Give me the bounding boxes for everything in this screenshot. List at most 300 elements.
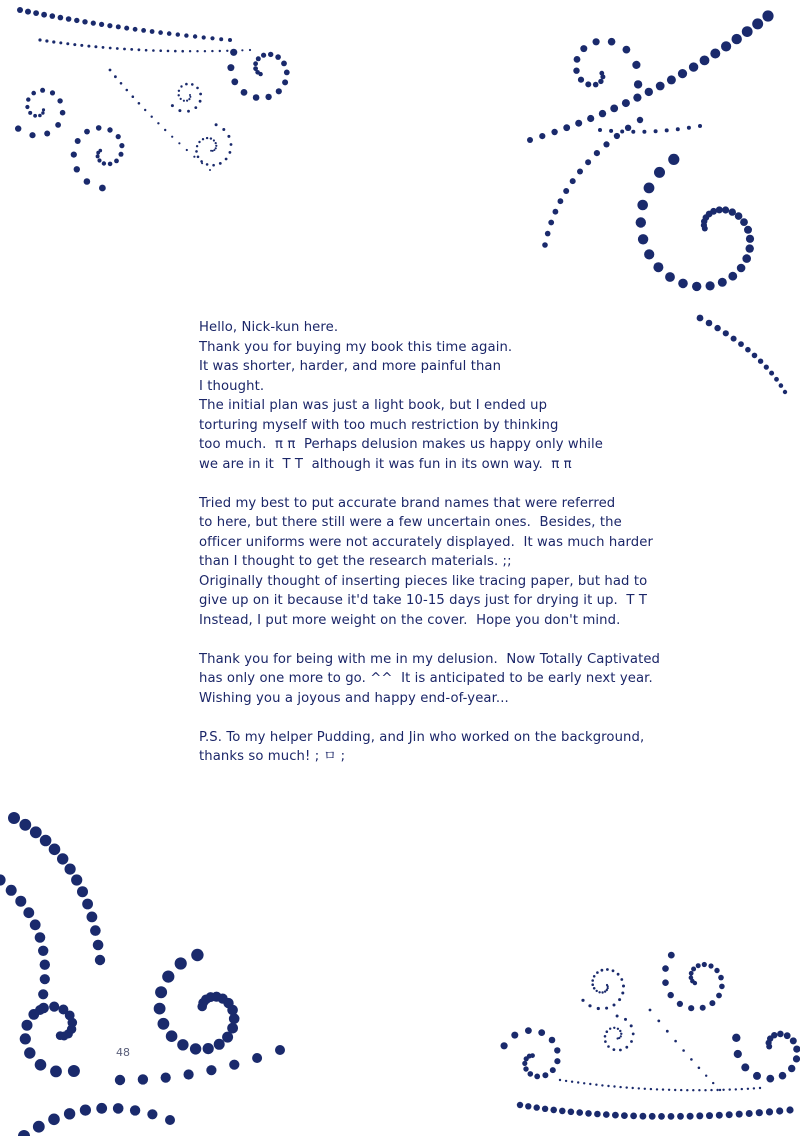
decorative-dot <box>716 206 723 213</box>
decorative-dot <box>19 819 31 831</box>
decorative-dot <box>696 1112 703 1119</box>
decorative-dot <box>668 1089 670 1091</box>
decorative-dot <box>124 26 129 31</box>
decorative-dot <box>265 94 271 100</box>
decorative-dot <box>18 1130 30 1136</box>
decorative-dot <box>624 1018 627 1021</box>
decorative-dot <box>613 1027 615 1029</box>
decorative-dot <box>87 45 90 48</box>
decorative-dot <box>689 975 694 980</box>
decorative-dot <box>157 122 159 124</box>
decorative-dot <box>740 218 748 226</box>
decorative-dot <box>199 93 202 96</box>
decorative-dot <box>52 40 55 43</box>
decorative-dot <box>38 38 41 41</box>
text-line: Thank you for being with me in my delusion. Now Totally Captivated <box>199 651 661 667</box>
decorative-dot <box>688 1005 694 1011</box>
author-afterword-letter <box>199 318 719 786</box>
decorative-dot <box>601 1084 603 1086</box>
decorative-dot <box>793 1046 800 1053</box>
decorative-dot <box>596 990 598 992</box>
decorative-dot <box>184 1069 194 1079</box>
decorative-dot <box>200 160 203 163</box>
decorative-dot <box>91 21 96 26</box>
decorative-dot <box>581 999 584 1002</box>
decorative-dot <box>109 69 112 72</box>
decorative-dot <box>276 88 282 94</box>
decorative-dot <box>253 94 260 101</box>
decorative-dot <box>577 169 583 175</box>
decorative-dot <box>186 100 188 102</box>
decorative-dot <box>585 159 591 165</box>
decorative-dot <box>653 262 663 272</box>
decorative-dot <box>573 68 579 74</box>
decorative-dot <box>640 1113 647 1120</box>
decorative-dot <box>77 886 88 897</box>
decorative-dot <box>261 53 266 58</box>
decorative-dot <box>219 37 223 41</box>
decorative-dot <box>29 132 35 138</box>
decorative-dot <box>678 279 688 289</box>
decorative-dot <box>517 1102 523 1108</box>
decorative-dot <box>193 156 195 158</box>
decorative-dot <box>113 1103 124 1114</box>
decorative-dot <box>716 993 722 999</box>
decorative-dot <box>154 1003 166 1015</box>
decorative-dot <box>33 114 37 118</box>
decorative-dot <box>178 90 180 92</box>
decorative-dot <box>71 152 77 158</box>
decorative-dot <box>656 82 665 91</box>
decorative-dot <box>228 38 232 42</box>
decorative-dot <box>677 1113 684 1120</box>
decorative-dot <box>587 115 594 122</box>
decorative-dot <box>689 971 694 976</box>
decorative-dot <box>71 874 82 885</box>
decorative-dot <box>109 47 112 50</box>
decorative-dot <box>195 150 198 153</box>
decorative-dot <box>783 390 787 394</box>
decorative-dot <box>64 1108 75 1119</box>
decorative-dot <box>8 812 20 824</box>
decorative-dot <box>183 100 185 102</box>
decorative-dot <box>227 64 234 71</box>
decorative-dot <box>779 383 784 388</box>
page-number: 48 <box>116 1046 130 1059</box>
decorative-dot <box>102 161 106 165</box>
decorative-dot <box>735 1088 737 1090</box>
decorative-dot <box>687 1113 694 1120</box>
decorative-dot <box>196 145 198 147</box>
decorative-dot <box>534 1074 540 1080</box>
decorative-dot <box>178 142 180 144</box>
decorative-dot <box>186 149 188 151</box>
decorative-dot <box>667 75 676 84</box>
decorative-dot <box>657 1020 660 1023</box>
decorative-dot <box>196 50 198 52</box>
decorative-dot <box>766 1108 773 1115</box>
decorative-dot <box>729 208 736 215</box>
decorative-dot <box>191 949 203 961</box>
decorative-dot <box>252 1053 262 1063</box>
decorative-dot <box>40 974 50 984</box>
decorative-dot <box>722 1089 724 1091</box>
decorative-dot <box>630 1024 633 1027</box>
decorative-dot <box>604 1040 607 1043</box>
decorative-dot <box>632 1087 634 1089</box>
decorative-dot <box>145 49 148 52</box>
text-line: has only one more to go. ^^ It is anticipated to be early next year. <box>199 671 653 686</box>
decorative-dot <box>593 38 600 45</box>
decorative-dot <box>548 220 554 226</box>
text-line: than I thought to get the research materials. ;; <box>199 554 512 569</box>
decorative-dot <box>161 1073 171 1083</box>
decorative-dot <box>126 89 129 92</box>
text-line: The initial plan was just a light book, but I ended up <box>199 398 548 413</box>
decorative-dot <box>599 110 606 117</box>
decorative-dot <box>45 39 48 42</box>
decorative-dot <box>593 82 599 88</box>
decorative-dot <box>90 925 101 936</box>
decorative-dot <box>539 133 545 139</box>
decorative-dot <box>637 117 643 123</box>
decorative-dot <box>565 1080 567 1082</box>
decorative-dot <box>197 156 200 159</box>
decorative-dot <box>614 133 620 139</box>
decorative-dot <box>25 9 31 15</box>
decorative-dot <box>610 105 618 113</box>
decorative-dot <box>144 109 146 111</box>
decorative-dot <box>28 111 32 115</box>
decorative-dot <box>234 50 236 52</box>
decorative-dot <box>151 116 153 118</box>
decorative-dot <box>44 131 50 137</box>
decorative-dot <box>66 16 72 22</box>
decorative-dot <box>87 912 98 923</box>
decorative-dot <box>620 1035 622 1037</box>
decorative-dot <box>204 50 206 52</box>
decorative-dot <box>6 885 17 896</box>
decorative-dot <box>601 991 603 993</box>
decorative-dot <box>524 1056 529 1061</box>
decorative-dot <box>738 341 744 347</box>
decorative-dot <box>753 1072 761 1080</box>
decorative-dot <box>682 1049 685 1052</box>
decorative-dot <box>668 952 675 959</box>
decorative-dot <box>612 1112 619 1119</box>
paragraph-2 <box>199 494 719 631</box>
decorative-dot <box>622 99 630 107</box>
decorative-dot <box>718 975 724 981</box>
text-line: It was shorter, harder, and more painful than <box>199 359 502 374</box>
decorative-dot <box>706 281 715 290</box>
text-line: Wishing you a joyous and happy end-of-year... <box>199 690 509 706</box>
decorative-dot <box>650 1088 652 1090</box>
decorative-dot <box>608 38 616 46</box>
decorative-dot <box>649 1009 652 1012</box>
decorative-dot <box>241 49 243 51</box>
decorative-dot <box>617 973 620 976</box>
decorative-dot <box>747 1088 749 1090</box>
decorative-dot <box>692 282 701 291</box>
decorative-dot <box>776 1107 783 1114</box>
decorative-dot <box>710 1089 712 1091</box>
decorative-dot <box>700 56 710 66</box>
decorative-dot <box>633 94 641 102</box>
decorative-dot <box>201 162 203 164</box>
decorative-dot <box>621 992 624 995</box>
decorative-dot <box>662 1088 664 1090</box>
decorative-dot <box>80 1105 91 1116</box>
decorative-dot <box>102 46 105 49</box>
decorative-dot <box>0 874 6 885</box>
decorative-dot <box>527 137 533 143</box>
decorative-dot <box>577 1081 579 1083</box>
decorative-dot <box>609 129 613 133</box>
decorative-dot <box>574 56 581 63</box>
text-line: Originally thought of inserting pieces like tracing paper, but had to <box>199 573 648 589</box>
decorative-dot <box>712 1082 714 1084</box>
decorative-dot <box>578 77 584 83</box>
decorative-dot <box>162 971 174 983</box>
decorative-dot <box>593 975 596 978</box>
decorative-dot <box>222 128 225 131</box>
decorative-dot <box>97 158 101 162</box>
decorative-dot <box>634 80 642 88</box>
text-line: Tried my best to put accurate brand names that were referred <box>199 495 616 511</box>
decorative-dot <box>38 946 48 956</box>
decorative-dot <box>620 130 624 134</box>
decorative-dot <box>729 1088 731 1090</box>
decorative-dot <box>613 1004 616 1007</box>
decorative-dot <box>700 1005 706 1011</box>
decorative-dot <box>638 1087 640 1089</box>
decorative-dot <box>553 209 559 215</box>
decorative-dot <box>549 1037 556 1044</box>
decorative-dot <box>116 47 119 50</box>
decorative-dot <box>49 844 61 856</box>
decorative-dot <box>559 1108 566 1115</box>
decorative-dot <box>619 1049 622 1052</box>
decorative-dot <box>57 98 62 103</box>
decorative-dot <box>714 968 719 973</box>
decorative-dot <box>84 178 91 185</box>
text-line: I thought. <box>199 378 265 394</box>
decorative-dot <box>702 962 707 967</box>
decorative-dot <box>623 46 631 54</box>
decorative-dot <box>120 82 123 85</box>
decorative-dot <box>732 34 742 44</box>
decorative-dot <box>74 166 80 172</box>
decorative-dot <box>668 154 679 165</box>
decorative-dot <box>591 983 594 986</box>
decorative-dot <box>189 96 191 98</box>
decorative-dot <box>606 968 609 971</box>
decorative-dot <box>742 254 751 263</box>
decorative-dot <box>607 1085 609 1087</box>
decorative-dot <box>152 49 155 52</box>
decorative-dot <box>275 1045 285 1055</box>
decorative-dot <box>193 34 197 38</box>
text-line: too much. π π Perhaps delusion makes us happy only while <box>199 437 603 452</box>
decorative-dot <box>570 178 576 184</box>
text-line: Instead, I put more weight on the cover. Hope you don't mind. <box>199 612 621 628</box>
decorative-dot <box>99 22 104 27</box>
decorative-dot <box>617 1028 619 1030</box>
decorative-dot <box>17 7 23 13</box>
decorative-dot <box>603 141 609 147</box>
decorative-dot <box>622 985 625 988</box>
decorative-dot <box>165 1115 175 1125</box>
decorative-dot <box>191 83 194 86</box>
decorative-dot <box>585 1110 592 1117</box>
decorative-dot <box>591 979 594 982</box>
decorative-dot <box>167 31 172 36</box>
decorative-dot <box>74 18 79 23</box>
decorative-dot <box>38 114 42 118</box>
decorative-dot <box>211 50 213 52</box>
decorative-dot <box>583 1082 585 1084</box>
decorative-dot <box>575 120 582 127</box>
decorative-dot <box>20 1033 31 1044</box>
decorative-dot <box>571 1081 573 1083</box>
decorative-dot <box>215 145 217 147</box>
decorative-dot <box>68 1065 80 1077</box>
decorative-dot <box>41 111 44 114</box>
decorative-dot <box>625 1046 628 1049</box>
decorative-dot <box>658 1113 665 1120</box>
decorative-dot <box>203 1043 214 1054</box>
decorative-dot <box>722 206 729 213</box>
decorative-dot <box>96 151 100 155</box>
decorative-dot <box>253 61 258 66</box>
decorative-dot <box>542 1106 548 1112</box>
decorative-dot <box>158 1018 170 1030</box>
decorative-dot <box>619 1030 621 1032</box>
decorative-dot <box>60 110 66 116</box>
text-line: to here, but there still were a few uncertain ones. Besides, the <box>199 515 622 530</box>
postscript <box>199 728 719 767</box>
decorative-dot <box>698 124 702 128</box>
decorative-dot <box>184 33 188 37</box>
decorative-dot <box>58 15 64 21</box>
decorative-dot <box>226 50 228 52</box>
decorative-dot <box>784 1032 791 1039</box>
decorative-dot <box>758 359 763 364</box>
decorative-dot <box>215 123 218 126</box>
decorative-dot <box>58 1005 68 1015</box>
decorative-dot <box>589 1083 591 1085</box>
decorative-dot <box>198 141 200 143</box>
decorative-dot <box>764 365 769 370</box>
decorative-dot <box>57 853 68 864</box>
decorative-dot <box>82 899 93 910</box>
decorative-dot <box>654 129 658 133</box>
decorative-dot <box>604 990 606 992</box>
decorative-dot <box>525 1027 532 1034</box>
decorative-dot <box>626 1086 628 1088</box>
decorative-dot <box>150 29 155 34</box>
decorative-dot <box>636 217 646 227</box>
decorative-dot <box>704 1089 706 1091</box>
decorative-dot <box>133 27 138 32</box>
decorative-dot <box>726 1111 733 1118</box>
decorative-dot <box>630 1113 637 1120</box>
decorative-dot <box>698 1089 700 1091</box>
decorative-dot <box>93 940 104 951</box>
decorative-dot <box>222 1032 233 1043</box>
decorative-dot <box>199 100 202 103</box>
decorative-dot <box>762 10 773 21</box>
decorative-dot <box>709 1000 715 1006</box>
decorative-dot <box>668 992 674 998</box>
decorative-dot <box>689 62 698 71</box>
decorative-dot <box>662 965 669 972</box>
decorative-dot <box>678 69 687 78</box>
decorative-dot <box>215 142 217 144</box>
decorative-dot <box>108 162 113 167</box>
decorative-dot <box>210 36 214 40</box>
decorative-dot <box>662 979 669 986</box>
decorative-dot <box>180 85 182 87</box>
text-line: torturing myself with too much restriction by thinking <box>199 417 559 433</box>
decorative-dot <box>40 835 52 847</box>
decorative-dot <box>138 1074 148 1084</box>
decorative-dot <box>99 185 106 192</box>
text-line: officer uniforms were not accurately displayed. It was much harder <box>199 534 654 550</box>
decorative-dot <box>229 1013 240 1024</box>
decorative-dot <box>231 78 238 85</box>
decorative-dot <box>728 272 737 281</box>
decorative-dot <box>620 978 623 981</box>
decorative-dot <box>132 95 135 98</box>
decorative-dot <box>225 158 228 161</box>
decorative-dot <box>598 128 602 132</box>
decorative-dot <box>284 70 290 76</box>
decorative-dot <box>632 1033 635 1036</box>
decorative-dot <box>96 154 100 158</box>
decorative-dot <box>612 969 615 972</box>
decorative-dot <box>268 52 273 57</box>
decorative-dot <box>568 1109 575 1116</box>
decorative-dot <box>82 19 87 24</box>
decorative-dot <box>742 26 753 37</box>
decorative-dot <box>30 919 41 930</box>
decorative-dot <box>620 1033 622 1035</box>
decorative-dot <box>735 212 743 220</box>
decorative-dot <box>525 1103 531 1109</box>
decorative-dot <box>542 1072 548 1078</box>
decorative-dot <box>554 1058 560 1064</box>
decorative-dot <box>563 188 569 194</box>
decorative-dot <box>164 129 166 131</box>
decorative-dot <box>25 105 29 109</box>
decorative-dot <box>710 49 720 59</box>
decorative-dot <box>793 1055 800 1062</box>
decorative-dot <box>26 97 30 101</box>
decorative-dot <box>130 48 133 51</box>
decorative-dot <box>229 1060 239 1070</box>
decorative-dot <box>33 10 39 16</box>
decorative-dot <box>23 907 34 918</box>
decorative-dot <box>49 1002 59 1012</box>
decorative-dot <box>600 74 605 79</box>
decorative-dot <box>187 110 190 113</box>
decorative-dot <box>625 125 631 131</box>
decorative-dot <box>677 1001 683 1007</box>
decorative-dot <box>167 50 170 53</box>
decorative-dot <box>189 94 191 96</box>
